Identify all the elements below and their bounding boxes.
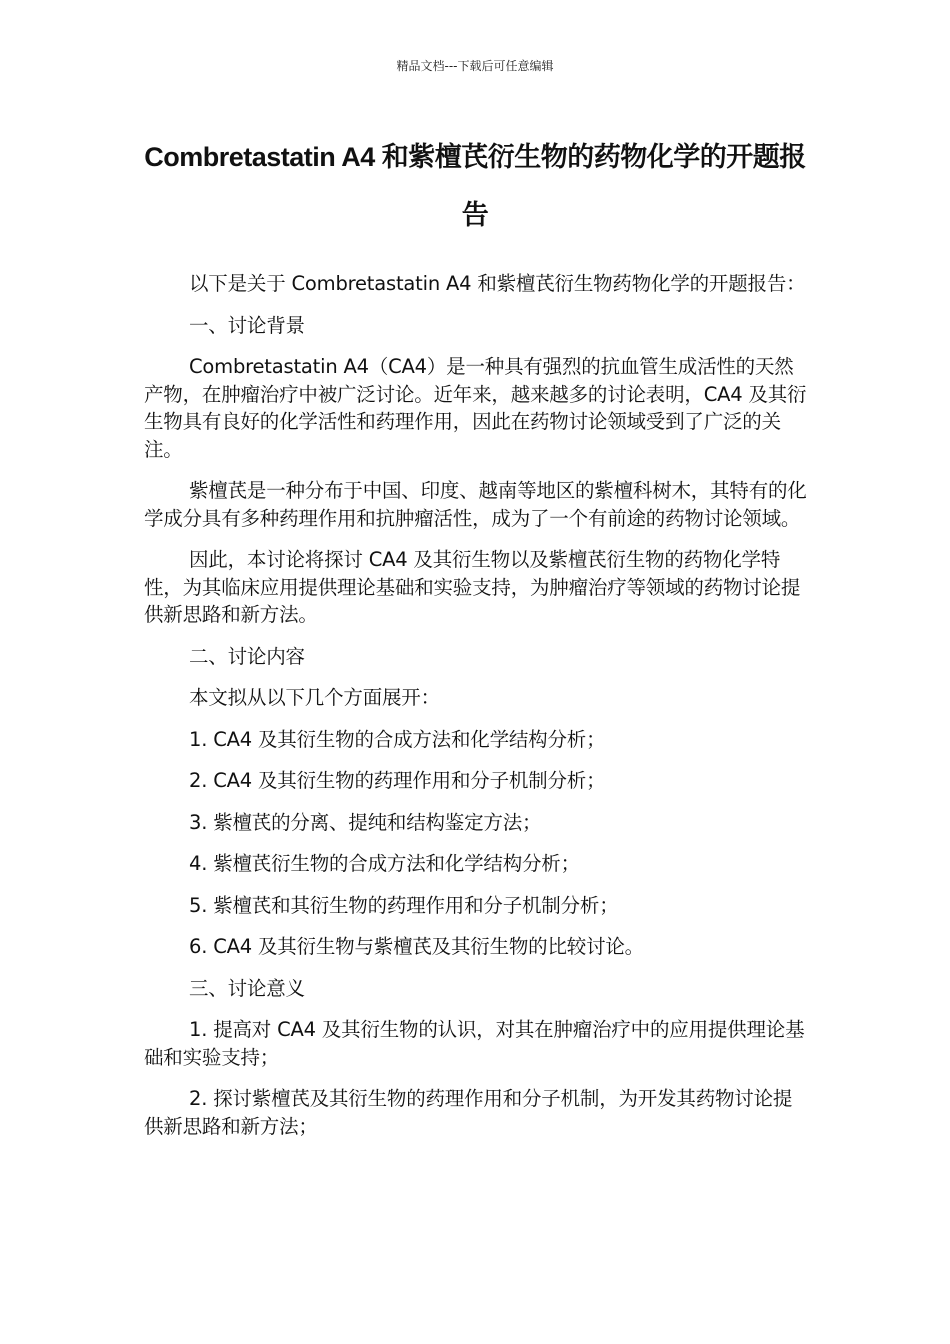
paragraph-pterostilbene-background: 紫檀芪是一种分布于中国、印度、越南等地区的紫檀科树木，其特有的化学成分具有多种药理作用和抗肿瘤活性，成为了一个有前途的药物讨论领域。	[144, 479, 807, 530]
section-heading-content: 二、讨论内容	[189, 644, 305, 668]
list-item: 4. 紫檀芪衍生物的合成方法和化学结构分析；	[189, 852, 580, 875]
paragraph-content-intro: 本文拟从以下几个方面展开：	[189, 686, 440, 709]
list-item: 1. 提高对 CA4 及其衍生物的认识，对其在肿瘤治疗中的应用提供理论基础和实验支持；	[144, 1018, 805, 1069]
list-item: 2. CA4 及其衍生物的药理作用和分子机制分析；	[189, 769, 606, 792]
document-body	[144, 270, 809, 1154]
paragraph-intro: 以下是关于 Combretastatin A4 和紫檀芪衍生物药物化学的开题报告：	[189, 272, 806, 295]
list-item: 6. CA4 及其衍生物与紫檀芪及其衍生物的比较讨论。	[189, 935, 644, 958]
header-note: 精品文档---下载后可任意编辑	[396, 59, 554, 73]
list-item: 5. 紫檀芪和其衍生物的药理作用和分子机制分析；	[189, 893, 619, 917]
section-heading-background: 一、讨论背景	[189, 313, 305, 337]
section-heading-significance: 三、讨论意义	[189, 976, 305, 1000]
list-item: 1. CA4 及其衍生物的合成方法和化学结构分析；	[189, 727, 606, 751]
list-item: 2. 探讨紫檀芪及其衍生物的药理作用和分子机制，为开发其药物讨论提供新思路和新方法；	[144, 1087, 793, 1138]
paragraph-ca4-background: Combretastatin A4（CA4）是一种具有强烈的抗血管生成活性的天然产物，在肿瘤治疗中被广泛讨论。近年来，越来越多的讨论表明，CA4 及其衍生物具有良好的化学活性和药理作用，因此在药物讨论领域受到了广泛的关注。	[144, 355, 807, 461]
list-item: 3. 紫檀芪的分离、提纯和结构鉴定方法；	[189, 810, 542, 834]
document-title: Combretastatin A4 和紫檀芪衍生物的药物化学的开题报告	[144, 142, 806, 230]
paragraph-research-purpose: 因此，本讨论将探讨 CA4 及其衍生物以及紫檀芪衍生物的药物化学特性，为其临床应用提供理论基础和实验支持，为肿瘤治疗等领域的药物讨论提供新思路和新方法。	[144, 548, 801, 626]
